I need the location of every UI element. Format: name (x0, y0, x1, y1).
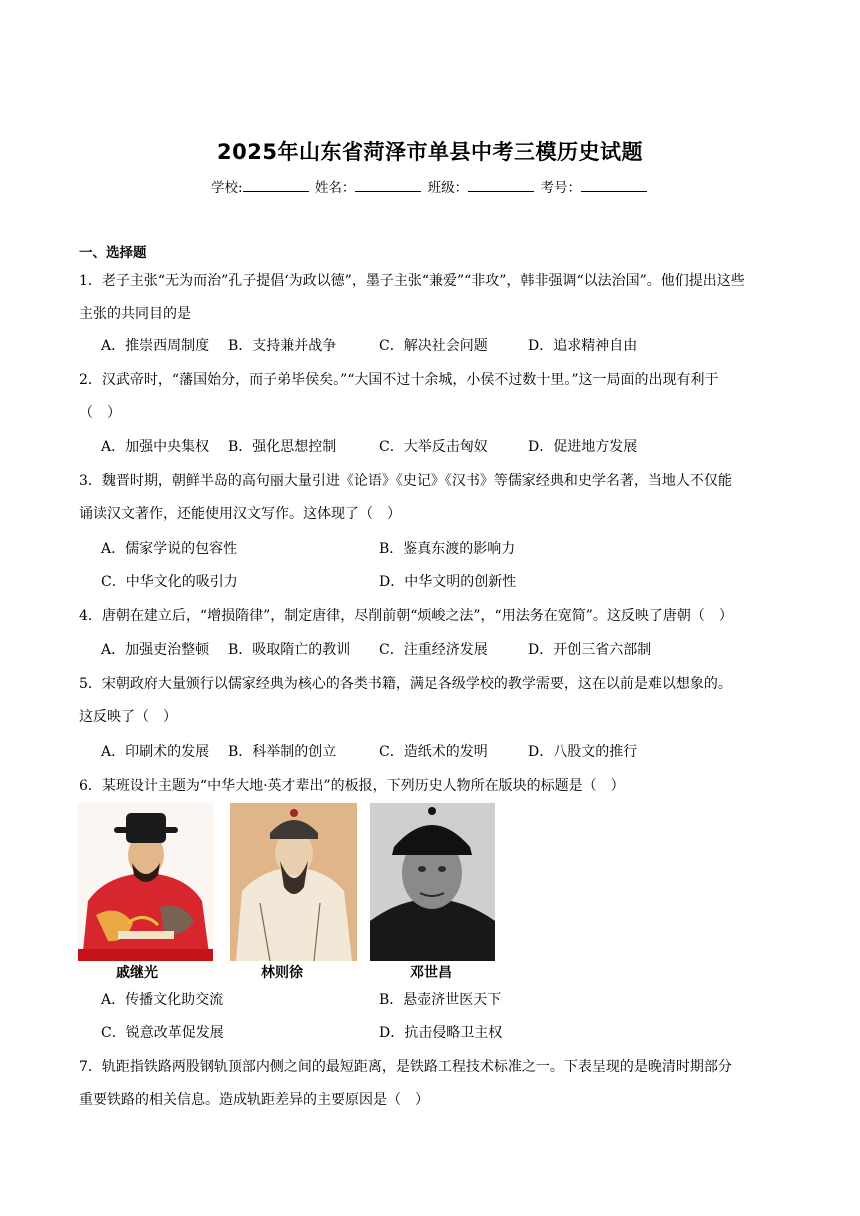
question-1 (79, 265, 785, 331)
question-line: 主张的共同目的是 (79, 306, 191, 322)
options-row (101, 1017, 791, 1050)
option-c[interactable]: C．解决社会问题 (379, 338, 488, 354)
option-d[interactable]: D．开创三省六部制 (528, 642, 652, 658)
question-line: （ ） (79, 405, 121, 421)
option-a[interactable]: A．加强中央集权 (101, 439, 210, 455)
option-d[interactable]: D．中华文明的创新性 (379, 574, 517, 590)
question-4 (79, 600, 785, 633)
question-line: 重要铁路的相关信息。造成轨距差异的主要原因是（ ） (79, 1092, 429, 1108)
question-6 (79, 770, 785, 803)
caption-qi-jiguang: 戚继光 (116, 965, 158, 981)
option-d[interactable]: D．促进地方发展 (528, 439, 638, 455)
option-a[interactable]: A．传播文化助交流 (101, 992, 224, 1008)
option-c[interactable]: C．大举反击匈奴 (379, 439, 488, 455)
caption-lin-zexu: 林则徐 (261, 965, 303, 981)
name-blank[interactable] (355, 179, 421, 192)
option-b[interactable]: B．强化思想控制 (228, 439, 337, 455)
options-row (101, 431, 791, 464)
options-row (101, 566, 791, 599)
page-title: 2025年山东省菏泽市单县中考三模历史试题 (217, 140, 643, 164)
option-a[interactable]: A．推崇西周制度 (101, 338, 210, 354)
name-label: 姓名： (314, 180, 356, 196)
question-7 (79, 1051, 785, 1117)
portrait-qi-jiguang (78, 803, 213, 961)
school-label: 学校: (211, 180, 243, 196)
portrait-deng-shichang (370, 803, 495, 961)
portrait-qi-jiguang-image (78, 803, 213, 961)
caption-deng-shichang: 邓世昌 (410, 965, 452, 981)
option-c[interactable]: C．锐意改革促发展 (101, 1025, 224, 1041)
question-line: 1．老子主张“无为而治”孔子提倡‘为政以德”，墨子主张“兼爱”“非攻”，韩非强调“以法治国”。他们提出这些 (79, 273, 745, 289)
option-b[interactable]: B．科举制的创立 (228, 744, 337, 760)
option-c[interactable]: C．注重经济发展 (379, 642, 488, 658)
class-label: 班级： (427, 180, 469, 196)
question-3 (79, 465, 785, 531)
question-2 (79, 364, 785, 430)
question-line: 6．某班设计主题为“中华大地·英才辈出”的板报，下列历史人物所在版块的标题是（ ） (79, 778, 625, 794)
student-info-line (0, 176, 860, 196)
option-a[interactable]: A．印刷术的发展 (101, 744, 210, 760)
options-row (101, 330, 791, 363)
option-b[interactable]: B．悬壶济世医天下 (379, 992, 502, 1008)
question-line: 4．唐朝在建立后，“增损隋律”，制定唐律，尽削前朝“烦峻之法”，“用法务在宽简”。这反映了唐朝（ ） (79, 608, 733, 624)
option-b[interactable]: B．支持兼并战争 (228, 338, 337, 354)
question-line: 诵读汉文著作，还能使用汉文写作。这体现了（ ） (79, 506, 401, 522)
question-5 (79, 668, 785, 734)
option-b[interactable]: B．鉴真东渡的影响力 (379, 541, 516, 557)
portrait-deng-shichang-image (370, 803, 495, 961)
number-label: 考号： (540, 180, 581, 196)
options-row (101, 736, 791, 769)
school-blank[interactable] (243, 179, 309, 192)
options-row (101, 984, 791, 1017)
section-heading: 一、选择题 (79, 245, 147, 261)
option-d[interactable]: D．追求精神自由 (528, 338, 638, 354)
number-blank[interactable] (581, 179, 647, 192)
question-line: 5．宋朝政府大量颁行以儒家经典为核心的各类书籍，满足各级学校的教学需要，这在以前是难以想象的。 (79, 676, 732, 692)
portrait-images (78, 803, 498, 983)
option-b[interactable]: B．吸取隋亡的教训 (228, 642, 351, 658)
class-blank[interactable] (468, 179, 534, 192)
option-a[interactable]: A．儒家学说的包容性 (101, 541, 238, 557)
option-c[interactable]: C．中华文化的吸引力 (101, 574, 238, 590)
question-line: 3．魏晋时期，朝鲜半岛的高句丽大量引进《论语》《史记》《汉书》等儒家经典和史学名著，当地人不仅能 (79, 473, 732, 489)
portrait-lin-zexu (230, 803, 357, 961)
options-row (101, 533, 791, 566)
option-a[interactable]: A．加强吏治整顿 (101, 642, 210, 658)
option-c[interactable]: C．造纸术的发明 (379, 744, 488, 760)
question-line: 2．汉武帝时，“藩国始分，而子弟毕侯矣。”“大国不过十余城，小侯不过数十里。”这一局面的出现有利于 (79, 372, 719, 388)
question-line: 7．轨距指铁路两股钢轨顶部内侧之间的最短距离，是铁路工程技术标准之一。下表呈现的是晚清时期部分 (79, 1059, 732, 1075)
question-line: 这反映了（ ） (79, 709, 177, 725)
option-d[interactable]: D．抗击侵略卫主权 (379, 1025, 503, 1041)
options-row (101, 634, 791, 667)
portrait-lin-zexu-image (230, 803, 357, 961)
option-d[interactable]: D．八股文的推行 (528, 744, 638, 760)
